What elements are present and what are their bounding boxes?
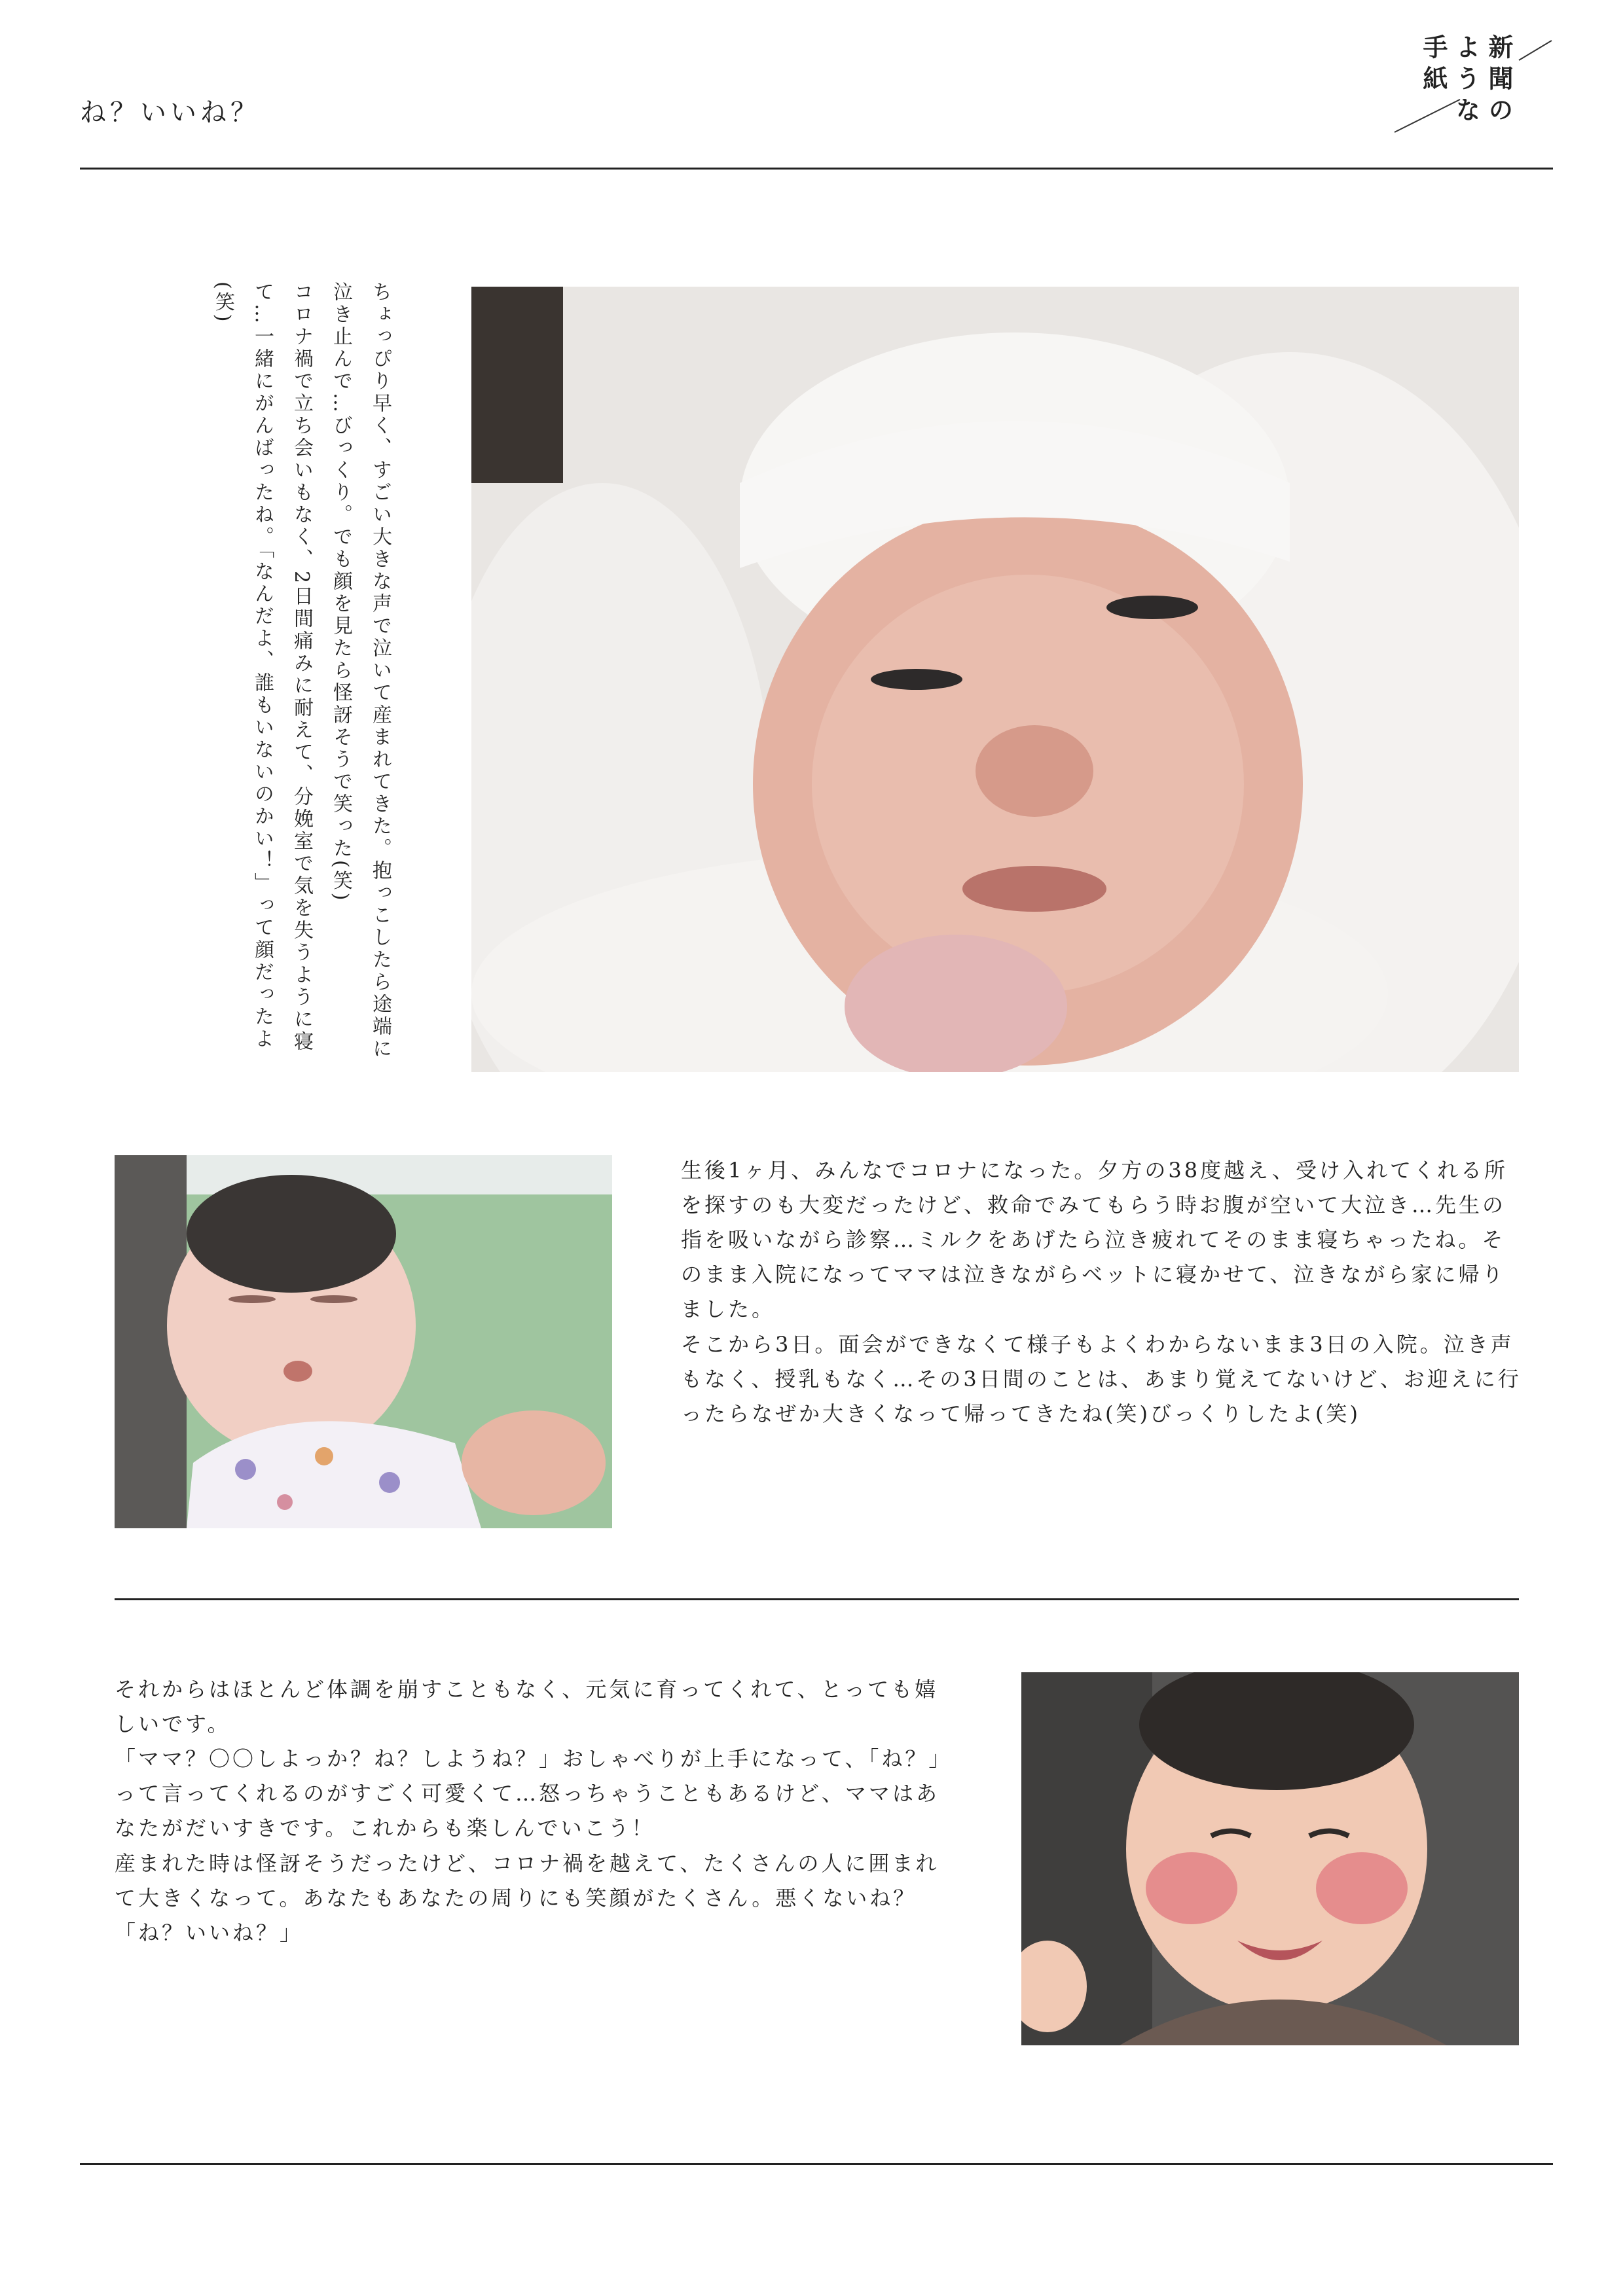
section-divider bbox=[115, 1598, 1519, 1600]
sleeping-baby-photo bbox=[115, 1155, 612, 1528]
logo bbox=[1388, 26, 1558, 144]
covid-story-text bbox=[681, 1153, 1525, 1431]
smiling-baby-photo bbox=[1021, 1672, 1519, 2045]
growth-story-text bbox=[115, 1672, 959, 1950]
growth-story-paragraph-1: それからはほとんど体調を崩すこともなく、元気に育ってくれて、とっても嬉しいです。 bbox=[115, 1677, 939, 1737]
logo-line-1: 新聞の bbox=[1484, 34, 1514, 128]
growth-story-paragraph-2: 「ママ？〇〇しよっか？ね？しようね？」おしゃべりが上手になって、「ね？」って言ってくれるのがすごく可愛くて…怒っちゃうこともあるけど、ママはあなたがだいすきです。これからも楽しんでいこう！ bbox=[115, 1746, 953, 1841]
logo-line-3: 手紙 bbox=[1419, 34, 1448, 97]
covid-story-paragraph-2: そこから3日。面会ができなくて様子もよくわからないまま3日の入院。泣き声もなく、授乳もなく…その3日間のことは、あまり覚えてないけど、お迎えに行ったらなぜか大きくなって帰ってきたね(笑)びっくりしたよ(笑) bbox=[681, 1331, 1522, 1426]
newborn-photo bbox=[471, 287, 1519, 1072]
birth-story-paragraph-1: ちょっぴり早く、すごい大きな声で泣いて産まれてきた。抱っこしたら途端に泣き止んで…びっくり。でも顔を見たら怪訝そうで笑った(笑) bbox=[329, 281, 392, 1060]
birth-story-text bbox=[160, 281, 399, 1080]
header-divider bbox=[80, 168, 1553, 170]
page-title: ね？いいね？ bbox=[80, 98, 261, 128]
birth-story-paragraph-2: コロナ禍で立ち会いもなく、2日間痛みに耐えて、分娩室で気を失うように寝て…一緒にがんばったね。「なんだよ、誰もいないのかい！」って顔だったよ(笑) bbox=[211, 281, 313, 1054]
logo-line-2: ような bbox=[1451, 34, 1481, 128]
footer-divider bbox=[80, 2163, 1553, 2165]
covid-story-paragraph-1: 生後1ヶ月、みんなでコロナになった。夕方の38度越え、受け入れてくれる所を探すのも大変だったけど、救命でみてもらう時お腹が空いて大泣き…先生の指を吸いながら診察…ミルクをあげたら泣き疲れてそのまま寝ちゃったね。そのまま入院になってママは泣きながらベットに寝かせて、泣きながら家に帰りました。 bbox=[681, 1158, 1508, 1322]
growth-story-paragraph-3: 産まれた時は怪訝そうだったけど、コロナ禍を越えて、たくさんの人に囲まれて大きくなって。あなたもあなたの周りにも笑顔がたくさん。悪くないね？「ね？いいね？」 bbox=[115, 1850, 939, 1945]
